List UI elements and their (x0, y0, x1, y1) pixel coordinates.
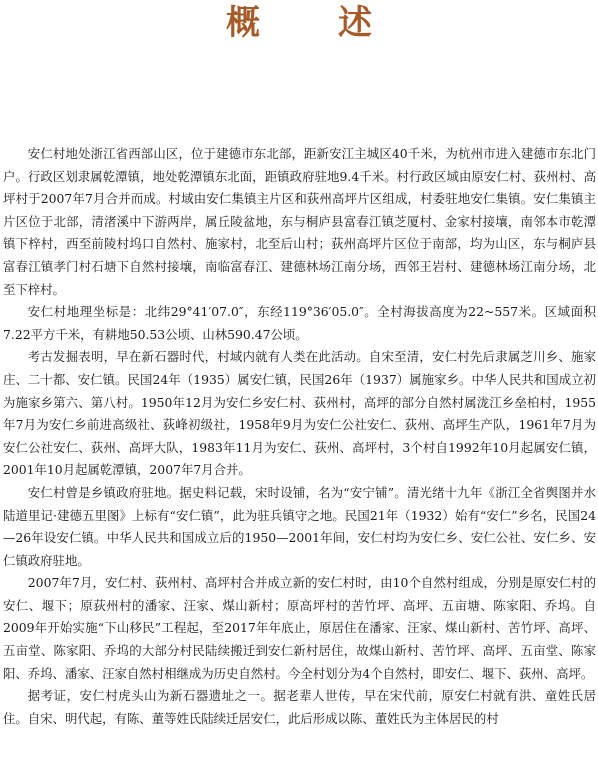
paragraph: 安仁村地处浙江省西部山区，位于建德市东北部，距新安江主城区40千米，为杭州市进入建德市东北门户。行政区划隶属乾潭镇，地处乾潭镇东北面，距镇政府驻地9.4千米。村行政区域由原安仁村、荻州村、高坪村于2007年7月合并而成。村域由安仁集镇主片区和荻州高坪片区组成，村委驻地安仁集镇。安仁集镇主片区位于北部，清渚溪中下游两岸，属丘陵盆地，东与桐庐县富春江镇芝厦村、金家村接壤，南邻本市乾潭镇下梓村，西至前陵村坞口自然村、施家村，北至后山村；荻州高坪片区位于南部，均为山区，东与桐庐县富春江镇孝门村石塘下自然村接壤，南临富春江、建德林场江南分场，西邻王岩村、建德林场江南分场，北至下梓村。 (3, 146, 596, 297)
paragraph: 据考证，安仁村虎头山为新石器遗址之一。据老辈人世传，早在宋代前，原安仁村就有洪、童姓氏居住。自宋、明代起，有陈、董等姓氏陆续迁居安仁，此后形成以陈、董姓氏为主体居民的村 (3, 688, 596, 726)
paragraph: 安仁村曾是乡镇政府驻地。据史料记载，宋时设铺，名为“安宁铺”。清光绪十九年《浙江全省舆图并水陆道里记·建德五里图》上标有“安仁镇”，此为驻兵镇守之地。民国21年（1932）始有“安仁”乡名，民国24—26年设安仁镇。中华人民共和国成立后的1950—2001年间，安仁村均为安仁乡、安仁公社、安仁乡、安仁镇政府驻地。 (3, 484, 596, 568)
body-text (0, 143, 598, 730)
page-title: 概 述 (226, 3, 394, 43)
paragraph: 安仁村地理坐标是：北纬29°41′07.0″，东经119°36′05.0″。全村海拔高度为22~557米。区域面积7.22平方千米，有耕地50.53公顷、山林590.47公顷。 (3, 304, 596, 342)
paragraph: 2007年7月，安仁村、荻州村、高坪村合并成立新的安仁村时，由10个自然村组成，分别是原安仁村的安仁、堰下；原荻州村的潘家、汪家、煤山新村；原高坪村的苦竹坪、高坪、五亩塘、陈家阳、乔坞。自2009年开始实施“下山移民”工程起，至2017年年底止，原居住在潘家、汪家、煤山新村、苦竹坪、高坪、五亩堂、陈家阳、乔坞的大部分村民陆续搬迁到安仁新村居住，故煤山新村、苦竹坪、高坪、五亩堂、陈家阳、乔坞、潘家、汪家自然村相继成为历史自然村。今全村划分为4个自然村，即安仁、堰下、荻州、高坪。 (3, 575, 596, 681)
paragraph: 考古发掘表明，早在新石器时代，村域内就有人类在此活动。自宋至清，安仁村先后隶属芝川乡、施家庄、二十都、安仁镇。民国24年（1935）属安仁镇，民国26年（1937）属施家乡。中华人民共和国成立初为施家乡第六、第八村。1950年12月为安仁乡安仁村、荻州村，高坪的部分自然村属泷江乡垒柏村，1955年7月为安仁乡前进高级社、荻峰初级社，1958年9月为安仁公社安仁、荻州、高坪生产队，1961年7月为安仁公社安仁、荻州、高坪大队，1983年11月为安仁、荻州、高坪村，3个村自1992年10月起属安仁镇，2001年10月起属乾潭镇，2007年7月合并。 (3, 349, 596, 478)
